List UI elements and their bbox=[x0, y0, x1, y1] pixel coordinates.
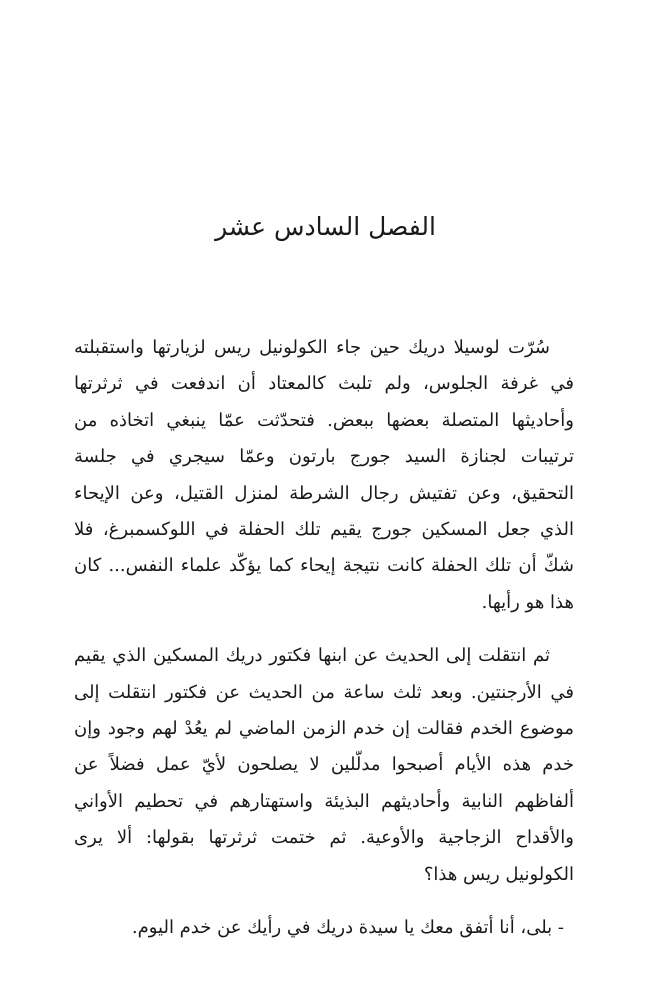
paragraph-1: سُرّت لوسيلا دريك حين جاء الكولونيل ريس لزيارتها واستقبلته في غرفة الجلوس، ولم تلبث كالمعتاد أن اندفعت في ثرثرتها وأحاديثها المتصلة بعضها ببعض. فتحدّثت عمّا ينبغي اتخاذه من ترتيبات لجنازة السيد جورج بارتون وعمّا سيجري في جلسة التحقيق، وعن تفتيش رجال الشرطة لمنزل القتيل، وعن الإيحاء الذي جعل المسكين جورج يقيم تلك الحفلة في اللوكسمبرغ، فلا شكّ أن تلك الحفلة كانت نتيجة إيحاء كما يؤكّد علماء النفس... كان هذا هو رأيها. bbox=[74, 337, 574, 613]
paragraph-3-dialogue: - بلى، أنا أتفق معك يا سيدة دريك في رأيك عن خدم اليوم. bbox=[131, 917, 564, 939]
chapter-body bbox=[74, 330, 574, 947]
paragraph-2: ثم انتقلت إلى الحديث عن ابنها فكتور دريك المسكين الذي يقيم في الأرجنتين. وبعد ثلث ساعة من الحديث عن فكتور انتقلت إلى موضوع الخدم فقالت إن خدم الزمن الماضي لم يعُدْ لهم وجود وإن خدم هذه الأيام أصبحوا مدلّلين لا يصلحون لأيّ عمل فضلاً عن ألفاظهم النابية وأحاديثهم البذيئة واستهتارهم في تحطيم الأواني والأقداح الزجاجية والأوعية. ثم ختمت ثرثرتها بقولها: ألا يرى الكولونيل ريس هذا؟ bbox=[74, 645, 574, 885]
chapter-title: الفصل السادس عشر bbox=[215, 212, 436, 241]
